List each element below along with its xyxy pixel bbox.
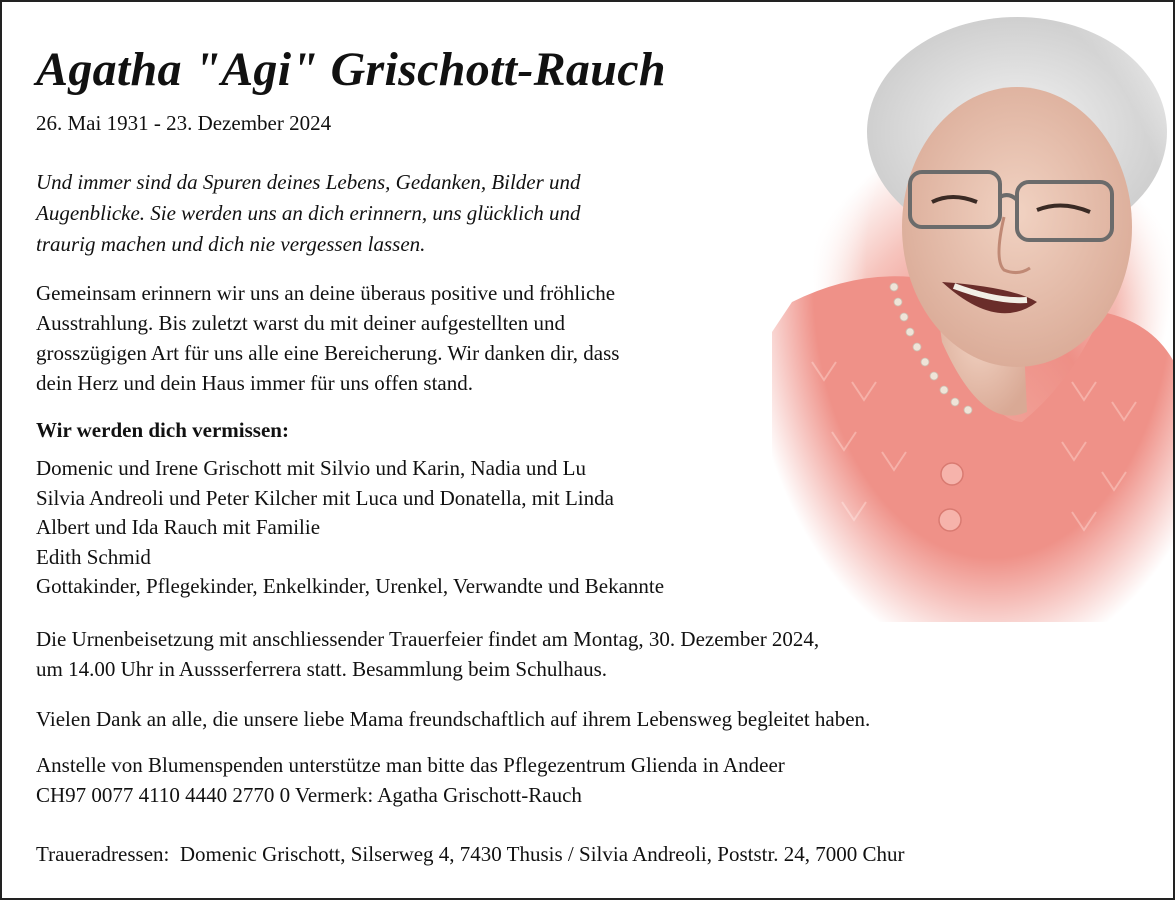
donation-line: Anstelle von Blumenspenden unterstütze man bitte das Pflegezentrum Glienda in Andeer <box>36 753 785 777</box>
ceremony-line: um 14.00 Uhr in Aussserferrera statt. Besammlung beim Schulhaus. <box>36 657 607 681</box>
mourners-list <box>36 454 664 602</box>
tribute-line: Gemeinsam erinnern wir uns an deine überaus positive und fröhliche <box>36 281 616 305</box>
mourner-entry: Edith Schmid <box>36 544 151 569</box>
donation-line: CH97 0077 4110 4440 2770 0 Vermerk: Agatha Grischott-Rauch <box>36 783 582 807</box>
mourner-entry: Albert und Ida Rauch mit Familie <box>36 515 321 539</box>
quote-line: traurig machen und dich nie vergessen lassen. <box>36 232 426 256</box>
mourner-entry: Gottakinder, Pflegekinder, Enkelkinder, Urenkel, Verwandte und Bekannte <box>36 574 665 598</box>
tribute-line: dein Herz und dein Haus immer für uns offen stand. <box>36 371 474 395</box>
ceremony-info <box>36 624 819 684</box>
thanks-text: Vielen Dank an alle, die unsere liebe Mama freundschaftlich auf ihrem Lebensweg begleitet haben. <box>36 707 871 731</box>
ceremony-line: Die Urnenbeisetzung mit anschliessender Trauerfeier findet am Montag, 30. Dezember 2024, <box>36 627 820 651</box>
mourning-addresses: Traueradressen: Domenic Grischott, Silserweg 4, 7430 Thusis / Silvia Andreoli, Poststr. 24, 7000 Chur <box>36 842 905 866</box>
memorial-quote <box>36 167 776 260</box>
mourner-entry: Silvia Andreoli und Peter Kilcher mit Luca und Donatella, mit Linda <box>36 485 614 510</box>
life-dates: 26. Mai 1931 - 23. Dezember 2024 <box>36 111 332 135</box>
tribute-paragraph <box>36 278 619 398</box>
portrait-photo <box>772 2 1174 622</box>
portrait-illustration <box>772 2 1174 622</box>
deceased-name: Agatha "Agi" Grischott-Rauch <box>36 43 666 96</box>
quote-line: Und immer sind da Spuren deines Lebens, Gedanken, Bilder und <box>36 170 581 194</box>
donation-info <box>36 750 785 810</box>
mourner-entry: Domenic und Irene Grischott mit Silvio und Karin, Nadia und Lu <box>36 456 586 480</box>
tribute-line: grosszügigen Art für uns alle eine Bereicherung. Wir danken dir, dass <box>36 341 620 365</box>
tribute-line: Ausstrahlung. Bis zuletzt warst du mit deiner aufgestellten und <box>36 311 565 335</box>
quote-line: Augenblicke. Sie werden uns an dich erinnern, uns glücklich und <box>36 201 581 225</box>
mourners-heading: Wir werden dich vermissen: <box>36 418 289 442</box>
